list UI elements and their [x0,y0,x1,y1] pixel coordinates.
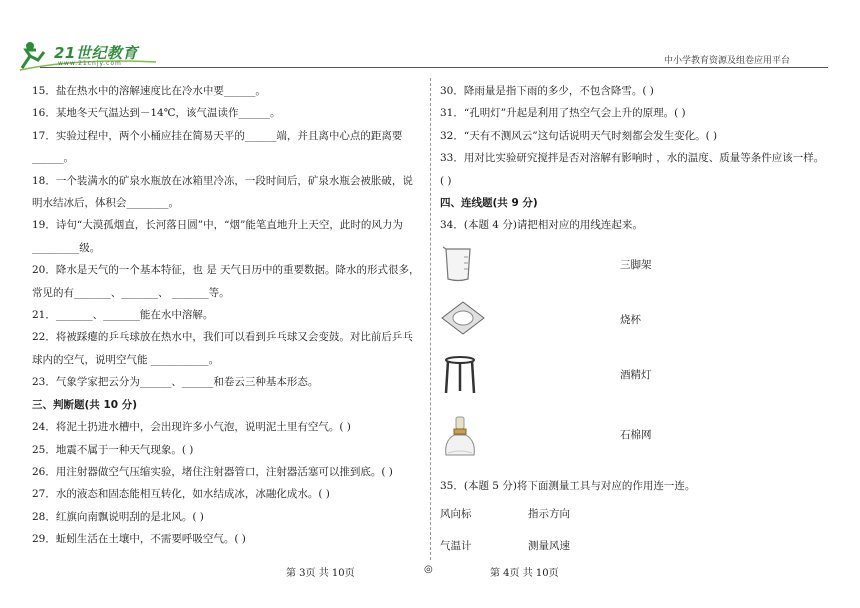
question-33-cont: ( ) [440,174,452,187]
question-29: 29．蚯蚓生活在土壤中，不需要呼吸空气。( ) [32,533,246,546]
alcohol-lamp-icon [440,415,480,459]
use-direction: 指示方向 [528,508,570,520]
question-18-cont: 明水结冰后，体积会________。 [32,197,179,210]
question-18: 18．一个装满水的矿泉水瓶放在冰箱里冷冻，一段时间后，矿泉水瓶会被胀破，说 [32,174,413,187]
match-row [440,355,840,395]
question-28: 28．红旗向南飘说明刮的是北风。( ) [32,510,204,523]
question-23: 23．气象学家把云分为______、______和卷云三种基本形态。 [32,376,319,389]
logo-url: www.21cnjy.com [58,60,122,67]
question-19: 19．诗句“大漠孤烟直，长河落日圆”中，“烟”能笔直地升上天空，此时的风力为 [32,219,403,232]
question-15: 15．盐在热水中的溶解速度比在冷水中要______。 [32,85,266,97]
question-32: 32．“天有不测风云”这句话说明天气时刻都会发生变化。( ) [440,129,718,142]
use-wind-speed: 测量风速 [528,540,570,552]
question-34: 34．(本题 4 分)请把相对应的用线连起来。 [440,219,643,232]
match-label-3: 酒精灯 [620,369,652,381]
tool-wind-vane: 风向标 [440,508,472,520]
question-26: 26．用注射器做空气压缩实验，堵住注射器管口，注射器活塞可以推到底。( ) [32,465,393,478]
question-22: 22．将被踩瘪的乒乓球放在热水中，我们可以看到乒乓球又会变鼓。对比前后乒乓 [32,331,413,344]
question-21: 21．_______、_______能在水中溶解。 [32,309,214,322]
footer-center-mark: ◎ [424,564,433,575]
footer-left-page: 第 3页 共 10页 [286,568,355,579]
match-row [440,245,840,285]
question-24: 24．将泥土扔进水槽中，会出现许多小气泡，说明泥土里有空气。( ) [32,421,351,434]
match-row [440,300,840,340]
question-17: 17．实验过程中，两个小桶应挂在简易天平的______端，并且离中心点的距离要 [32,129,403,142]
logo-text: 21世纪教育 [54,44,138,62]
tool-thermometer: 气温计 [440,540,472,552]
question-25: 25．地震不属于一种天气现象。( ) [32,443,194,456]
footer-right-page: 第 4页 共 10页 [490,568,559,579]
question-33: 33．用对比实验研究搅拌是否对溶解有影响时 ，水的温度、质量等条件应该一样。 [440,152,825,165]
question-30: 30．降雨量是指下雨的多少，不包含降雪。( ) [440,85,654,97]
question-20: 20．降水是天气的一个基本特征，也 是 天气日历中的重要数据。降水的形式很多， [32,264,420,277]
platform-name: 中小学教育资源及组卷应用平台 [663,56,790,66]
question-19-cont: _________级。 [32,241,101,254]
left-column [32,80,424,551]
section-true-false: 三、判断题(共 10 分) [32,398,138,411]
match-row [440,415,840,455]
match-label-4: 石棉网 [620,429,652,441]
section-matching: 四、连线题(共 9 分) [440,197,538,210]
question-27: 27．水的液态和固态能相互转化，如水结成冰，冰融化成水。( ) [32,488,330,501]
question-31: 31．“孔明灯”升起是利用了热空气会上升的原理。( ) [440,107,686,120]
question-17-cont: ______。 [32,152,74,165]
question-22-cont: 球内的空气，说明空气能 ___________。 [32,353,220,366]
question-16: 16．某地冬天气温达到－14℃，该气温读作______。 [32,107,281,120]
beaker-icon [440,245,476,283]
match-label-1: 三脚架 [620,259,652,271]
asbestos-net-icon [440,300,486,336]
question-35: 35．(本题 5 分)将下面测量工具与对应的作用连一连。 [440,480,696,492]
header-divider [40,67,828,68]
right-column [440,80,835,237]
question-20-cont: 常见的有_______、_______、 _______等。 [32,286,230,299]
match-label-2: 烧杯 [620,314,641,326]
tripod-icon [440,355,480,395]
column-divider [430,78,431,560]
